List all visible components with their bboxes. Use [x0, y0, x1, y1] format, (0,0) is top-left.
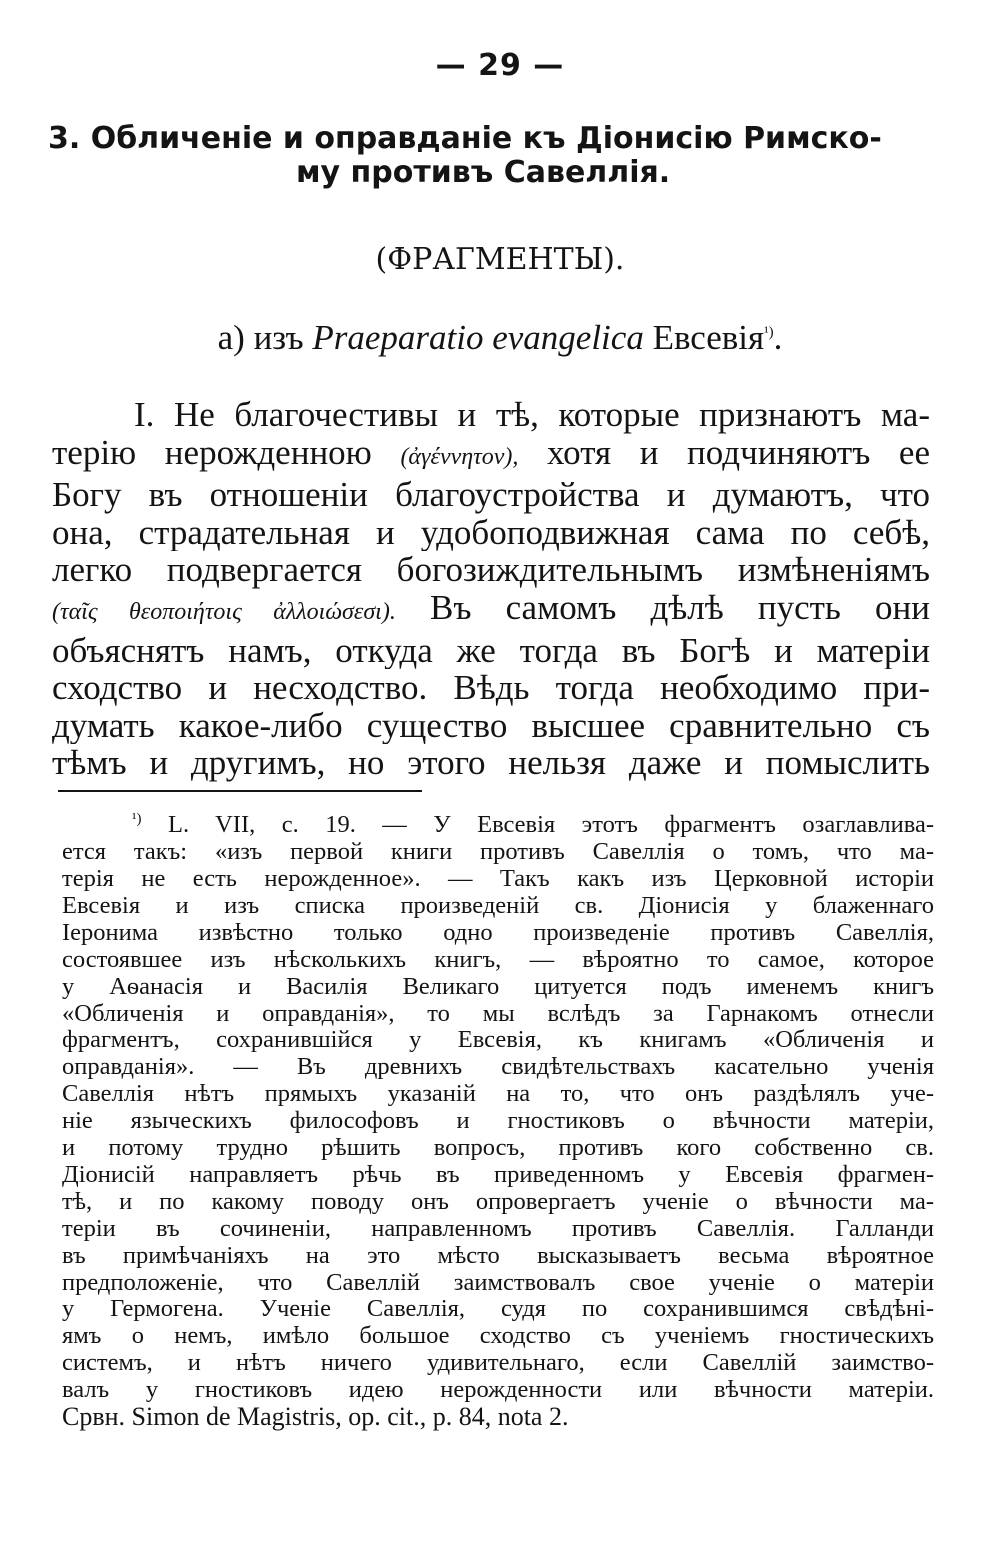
main-text-line: она, страдательная и удобоподвижная сама по себѣ, — [52, 513, 930, 552]
footnote-line: «Обличенія и оправданія», то мы вслѣдъ за Гарнакомъ отнесли — [62, 1000, 934, 1027]
footnote-line: Савеллія нѣтъ прямыхъ указаній на то, что онъ раздѣлялъ уче- — [62, 1081, 934, 1108]
footnote-line: Діонисій направляетъ рѣчь въ приведенномъ у Евсевія фрагмен- — [62, 1161, 934, 1188]
footnote-line: у Гермогена. Ученіе Савеллія, судя по сохранившимся свѣдѣні- — [62, 1296, 934, 1323]
main-text-line: думать какое-либо существо высшее сравнительно съ — [52, 706, 930, 745]
greek-term: (ἀγέννητον), — [400, 443, 519, 470]
footnote-mark: ¹) — [132, 811, 142, 827]
footnote-line: въ примѣчаніяхъ на это мѣсто высказываетъ весьма вѣроятное — [62, 1242, 934, 1269]
footnote-line: системъ, и нѣтъ ничего удивительнаго, если Савеллій заимство- — [62, 1350, 934, 1377]
footnote-line: ется такъ: «изъ первой книги противъ Савеллія о томъ, что ма- — [62, 839, 934, 866]
footnote-reference-mark: ¹) — [764, 324, 774, 341]
main-text-line: объяснятъ намъ, откуда же тогда въ Богѣ и матеріи — [52, 631, 930, 670]
section-heading-line-1: 3. Обличеніе и оправданіе къ Діонисію Римско- — [48, 121, 882, 156]
footnote-line: и потому трудно рѣшить вопросъ, противъ кого собственно св. — [62, 1135, 934, 1162]
section-heading-line-2: му противъ Савеллія. — [296, 155, 671, 190]
footnote-line: у Аѳанасія и Василія Великаго цитуется подъ именемъ книгъ — [62, 973, 934, 1000]
footnote-line: Срвн. Simon de Magistris, op. cit., p. 84, nota 2. — [62, 1404, 569, 1431]
footnote-separator — [58, 790, 422, 792]
main-text-line: тѣмъ и другимъ, но этого нельзя даже и помыслить — [52, 744, 930, 782]
footnote-line: ямъ о немъ, имѣло большое сходство съ ученіемъ гностическихъ — [62, 1323, 934, 1350]
source-title: Praeparatio evangelica — [312, 318, 644, 357]
page-number: — 29 — — [435, 48, 565, 83]
footnote-line: оправданія». — Въ древнихъ свидѣтельствахъ касательно ученія — [62, 1054, 934, 1081]
footnote-line: предположеніе, что Савеллій заимствовалъ свое ученіе о матеріи — [62, 1269, 934, 1296]
footnote-line: теріи въ сочиненіи, направленномъ противъ Савеллія. Галланди — [62, 1215, 934, 1242]
footnote-line: Евсевія и изъ списка произведеній св. Діонисія у блаженнаго — [62, 892, 934, 919]
text-span: терію нерожденною — [52, 433, 401, 472]
source-prefix: а) изъ — [217, 318, 313, 357]
footnote-line: терія не есть нерожденное». — Такъ какъ изъ Церковной исторіи — [62, 865, 934, 892]
greek-term: (ταῖς θεοποιήτοις ἀλλοιώσεσι). — [52, 598, 396, 625]
text-span: хотя и подчиняютъ ее — [518, 433, 930, 472]
source-line — [0, 318, 1000, 358]
footnote-line: состоявшее изъ нѣсколькихъ книгъ, — вѣроятно то самое, которое — [62, 946, 934, 973]
main-text-line — [52, 434, 930, 477]
main-text-line — [52, 589, 930, 632]
main-text — [52, 396, 930, 782]
footnote — [62, 806, 934, 1431]
footnote-line: валъ у гностиковъ идею нерожденности или вѣчности матеріи. — [62, 1377, 934, 1404]
fragments-subtitle: (ФРАГМЕНТЫ). — [375, 242, 625, 277]
text-span: L. VII, c. 19. — У Евсевія этотъ фрагментъ озаглавлива- — [141, 811, 934, 839]
main-text-line: легко подвергается богозиждительнымъ измѣненіямъ — [52, 551, 930, 589]
source-end: . — [773, 318, 783, 357]
main-text-line: I. Не благочестивы и тѣ, которые признаютъ ма- — [134, 396, 930, 434]
text-span: Въ самомъ дѣлѣ пусть они — [395, 588, 930, 627]
footnote-line: тѣ, и по какому поводу онъ опровергаетъ ученіе о вѣчности ма- — [62, 1188, 934, 1215]
footnote-line — [62, 806, 934, 839]
source-suffix: Евсевія — [643, 318, 765, 357]
section-heading — [48, 122, 958, 190]
main-text-line: Богу въ отношеніи благоустройства и думаютъ, что — [52, 476, 930, 514]
main-text-line: сходство и несходство. Вѣдь тогда необходимо при- — [52, 669, 930, 707]
footnote-line: фрагментъ, сохранившійся у Евсевія, къ книгамъ «Обличенія и — [62, 1027, 934, 1054]
footnote-line: ніе языческихъ философовъ и гностиковъ о вѣчности матеріи, — [62, 1108, 934, 1135]
footnote-line: Іеронима извѣстно только одно произведеніе противъ Савеллія, — [62, 919, 934, 946]
